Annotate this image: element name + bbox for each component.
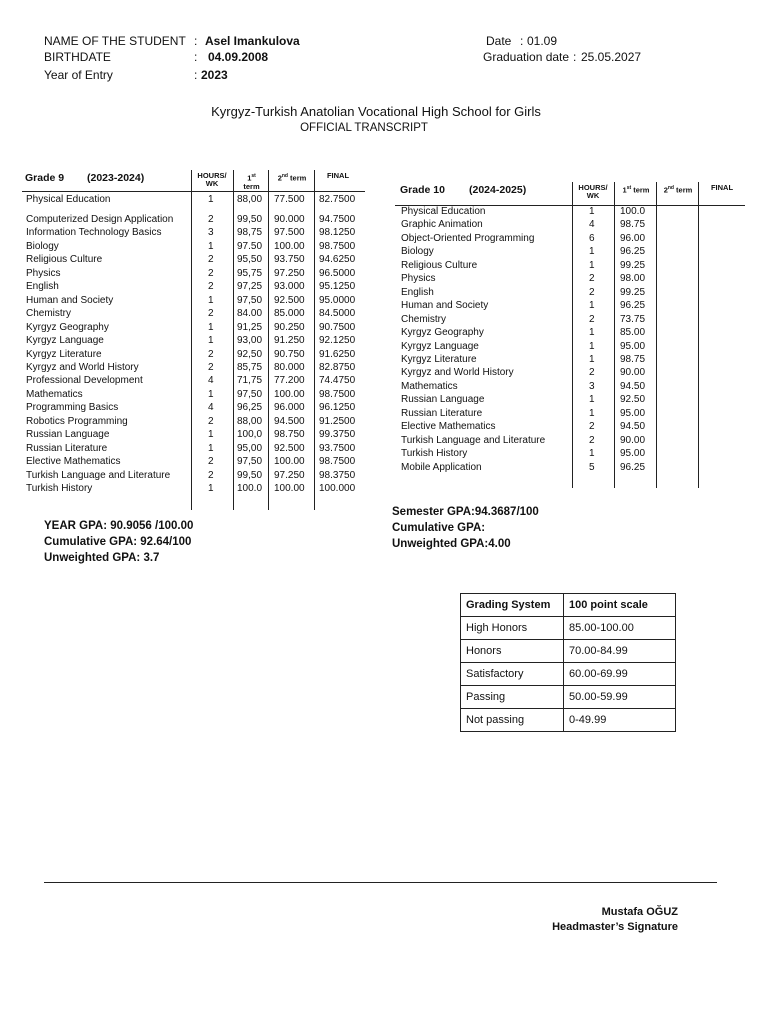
grade10-term1: 96.00 xyxy=(620,232,646,244)
grade9-subject: English xyxy=(26,281,59,293)
grade10-term1: 92.50 xyxy=(620,394,646,406)
grade10-subject: Physics xyxy=(401,273,436,285)
grade9-hours: 2 xyxy=(208,456,214,468)
grade10-term1: 73.75 xyxy=(620,313,646,325)
grade9-subject: Russian Language xyxy=(26,429,110,441)
grade10-row xyxy=(0,353,745,366)
grade9-term1: 93,00 xyxy=(237,335,263,347)
grade9-term1: 95,00 xyxy=(237,442,263,454)
grade9-final: 95.1250 xyxy=(319,281,356,293)
grade9-final: 96.5000 xyxy=(319,267,356,279)
grade9-subject: Physics xyxy=(26,267,61,279)
birthdate-value: 04.09.2008 xyxy=(208,50,269,64)
grade10-row xyxy=(0,286,745,299)
grade10-row xyxy=(0,434,745,447)
grade10-subject: Mobile Application xyxy=(401,461,482,473)
grade10-row xyxy=(0,326,745,339)
student-name: Asel Imankulova xyxy=(205,34,300,48)
grade10-hours: 2 xyxy=(589,286,595,298)
grade9-term2: 96.000 xyxy=(274,402,305,414)
grade10-subject: English xyxy=(401,286,434,298)
grade9-term2: 100.00 xyxy=(274,388,305,400)
grade10-row xyxy=(0,299,745,312)
grade9-term2: 92.500 xyxy=(274,442,305,454)
grade9-term2: 90.000 xyxy=(274,214,305,225)
grade9-hours: 1 xyxy=(208,388,214,400)
grade10-term1: 90.00 xyxy=(620,367,646,379)
grade9-final: 98.7500 xyxy=(319,240,356,252)
grade9-term1: 97,50 xyxy=(237,388,263,400)
grade10-hours: 2 xyxy=(589,313,595,325)
grade9-subject: Information Technology Basics xyxy=(26,227,162,239)
grade9-term1: 88,00 xyxy=(237,415,263,427)
grade9-hours: 1 xyxy=(208,429,214,441)
grade9-subject: Kyrgyz Language xyxy=(26,335,104,347)
grade9-subject: Mathematics xyxy=(26,388,83,400)
grading-system-table xyxy=(460,593,676,732)
grade10-subject: Chemistry xyxy=(401,313,447,325)
grade10-cumulative-gpa: Cumulative GPA: xyxy=(392,522,486,534)
grade9-col-term2: 2nd term xyxy=(277,173,307,183)
entry-label: Year of Entry xyxy=(44,68,113,82)
grade9-year-gpa: YEAR GPA: 90.9056 /100.00 xyxy=(44,520,194,532)
grading-level: High Honors xyxy=(461,617,564,640)
grading-system-row xyxy=(461,640,676,663)
grade9-hours: 2 xyxy=(208,469,214,481)
grade9-hours: 1 xyxy=(208,240,214,252)
grade10-row xyxy=(0,205,745,218)
grading-level: Honors xyxy=(461,640,564,663)
grade10-subject: Graphic Animation xyxy=(401,219,483,231)
grade9-term1: 97.50 xyxy=(237,240,263,252)
grade10-hours: 5 xyxy=(589,461,595,473)
grade9-subject: Physical Education xyxy=(26,194,111,205)
grade10-row xyxy=(0,366,745,379)
grading-system-header-row xyxy=(461,594,676,617)
grade9-final: 84.5000 xyxy=(319,308,356,320)
entry-value: 2023 xyxy=(201,68,228,82)
grade9-final: 90.7500 xyxy=(319,321,356,333)
grade9-term1: 97,25 xyxy=(237,281,263,293)
grade10-subject: Object-Oriented Programming xyxy=(401,232,535,244)
grade10-term1: 85.00 xyxy=(620,327,646,339)
grade9-term1: 71,75 xyxy=(237,375,263,387)
grade9-final: 100.000 xyxy=(319,483,356,494)
grade10-hours: 1 xyxy=(589,340,595,352)
grade10-row xyxy=(0,259,745,272)
grade10-term1: 90.00 xyxy=(620,434,646,446)
grade9-term2: 93.750 xyxy=(274,254,305,266)
grade9-hours: 1 xyxy=(208,294,214,306)
grade9-term1: 92,50 xyxy=(237,348,263,360)
grading-range: 60.00-69.99 xyxy=(564,663,676,686)
grade9-subject: Human and Society xyxy=(26,294,114,306)
grade9-term2: 91.250 xyxy=(274,335,305,347)
grade9-term2: 97.500 xyxy=(274,227,305,239)
grade9-final: 92.1250 xyxy=(319,335,356,347)
grade10-hours: 1 xyxy=(589,327,595,339)
grade9-subject: Elective Mathematics xyxy=(26,456,121,468)
grade9-term1: 99,50 xyxy=(237,214,263,225)
grade10-row xyxy=(0,232,745,245)
grade10-term1: 98.00 xyxy=(620,273,646,285)
grade10-hours: 2 xyxy=(589,421,595,433)
grade10-row xyxy=(0,447,745,460)
grade9-subject: Turkish History xyxy=(26,483,93,494)
grade10-subject: Elective Mathematics xyxy=(401,421,496,433)
grade9-final: 91.2500 xyxy=(319,415,356,427)
grade9-term1: 99,50 xyxy=(237,469,263,481)
grade9-final: 94.7500 xyxy=(319,214,356,225)
grade9-hours: 1 xyxy=(208,335,214,347)
grade9-final: 94.6250 xyxy=(319,254,356,266)
grade10-hours: 1 xyxy=(589,246,595,258)
grade9-final: 93.7500 xyxy=(319,442,356,454)
grade9-hours: 1 xyxy=(208,194,214,205)
grade10-hours: 2 xyxy=(589,273,595,285)
grade10-subject: Kyrgyz Language xyxy=(401,340,479,352)
grade10-subject: Kyrgyz and World History xyxy=(401,367,514,379)
entry-colon: : xyxy=(194,68,198,82)
grading-range: 85.00-100.00 xyxy=(564,617,676,640)
grading-system-header-cell: 100 point scale xyxy=(564,594,676,617)
grade10-term1: 95.00 xyxy=(620,448,646,460)
grade10-hours: 3 xyxy=(589,380,595,392)
grading-system-row xyxy=(461,686,676,709)
birthdate-label: BIRTHDATE xyxy=(44,50,111,64)
graduation-colon: : xyxy=(573,50,577,64)
grade9-final: 95.0000 xyxy=(319,294,356,306)
grade9-term2: 100.00 xyxy=(274,456,305,468)
grade10-hours: 2 xyxy=(589,367,595,379)
grade9-term2: 77.200 xyxy=(274,375,305,387)
grade9-hours: 1 xyxy=(208,442,214,454)
grade10-col-term2: 2nd term xyxy=(663,185,693,195)
grade9-hours: 2 xyxy=(208,348,214,360)
grade10-hours: 1 xyxy=(589,353,595,365)
grade10-term1: 98.75 xyxy=(620,219,646,231)
grade10-row xyxy=(0,420,745,433)
grade9-subject: Computerized Design Application xyxy=(26,214,174,225)
grade9-subject: Russian Literature xyxy=(26,442,108,454)
grade10-row xyxy=(0,313,745,326)
grade10-subject: Russian Language xyxy=(401,394,485,406)
grade9-term2: 94.500 xyxy=(274,415,305,427)
grade9-hours: 2 xyxy=(208,415,214,427)
grade10-term1: 94.50 xyxy=(620,421,646,433)
grade9-final: 98.7500 xyxy=(319,456,356,468)
grade9-term1: 88,00 xyxy=(237,194,263,205)
grade9-hours: 2 xyxy=(208,281,214,293)
grade9-term2: 100.00 xyxy=(274,483,305,494)
grade9-final: 98.1250 xyxy=(319,227,356,239)
grade9-term2: 85.000 xyxy=(274,308,305,320)
grade9-title: Grade 9 xyxy=(25,172,65,184)
grade10-term1: 95.00 xyxy=(620,340,646,352)
grade9-final: 99.3750 xyxy=(319,429,356,441)
grade10-subject: Turkish History xyxy=(401,448,468,460)
grade9-term2: 100.00 xyxy=(274,240,305,252)
grade9-subject: Religious Culture xyxy=(26,254,103,266)
grade9-term1: 98,75 xyxy=(237,227,263,239)
grade9-term2: 80.000 xyxy=(274,361,305,373)
grading-range: 70.00-84.99 xyxy=(564,640,676,663)
grade10-hours: 1 xyxy=(589,259,595,271)
grade9-hours: 2 xyxy=(208,361,214,373)
transcript-subtitle: OFFICIAL TRANSCRIPT xyxy=(300,122,428,134)
grade9-subject: Biology xyxy=(26,240,59,252)
grade9-hours: 1 xyxy=(208,321,214,333)
grade10-hours: 2 xyxy=(589,434,595,446)
grade10-row xyxy=(0,218,745,231)
grading-system-header-cell: Grading System xyxy=(461,594,564,617)
grade10-subject: Religious Culture xyxy=(401,259,478,271)
grading-range: 0-49.99 xyxy=(564,709,676,732)
grade9-subject: Kyrgyz Literature xyxy=(26,348,102,360)
grade9-years: (2023-2024) xyxy=(87,172,145,184)
grade9-subject: Chemistry xyxy=(26,308,72,320)
date-label: Date xyxy=(486,34,512,48)
date-value: 01.09 xyxy=(527,34,558,48)
grade10-term1: 98.75 xyxy=(620,353,646,365)
grade10-col-final: FINAL xyxy=(710,183,734,192)
grade10-term1: 96.25 xyxy=(620,461,646,473)
grading-level: Satisfactory xyxy=(461,663,564,686)
grade9-hours: 4 xyxy=(208,375,214,387)
grade9-unweighted-gpa: Unweighted GPA: 3.7 xyxy=(44,552,160,564)
grade9-term2: 92.500 xyxy=(274,294,305,306)
grade10-term1: 96.25 xyxy=(620,246,646,258)
grade9-hours: 1 xyxy=(208,483,214,494)
grade10-term1: 94.50 xyxy=(620,380,646,392)
grade9-col-term1: 1st term xyxy=(243,173,260,191)
grade9-term1: 95,50 xyxy=(237,254,263,266)
grade10-col-hours: HOURS/ WK xyxy=(578,183,608,200)
grade9-final: 74.4750 xyxy=(319,375,356,387)
grade10-subject: Human and Society xyxy=(401,300,489,312)
graduation-value: 25.05.2027 xyxy=(581,50,642,64)
grade10-col-term1: 1st term xyxy=(622,185,650,195)
grade9-term1: 100.0 xyxy=(237,483,263,494)
grade9-subject: Turkish Language and Literature xyxy=(26,469,171,481)
grade10-subject: Kyrgyz Literature xyxy=(401,353,477,365)
grade9-final: 96.1250 xyxy=(319,402,356,414)
grade9-term1: 95,75 xyxy=(237,267,263,279)
grade9-term2: 90.250 xyxy=(274,321,305,333)
grade9-hours: 2 xyxy=(208,308,214,320)
grade10-term1: 100.0 xyxy=(620,206,646,217)
grade9-term1: 96,25 xyxy=(237,402,263,414)
grade10-hours: 1 xyxy=(589,394,595,406)
grade10-subject: Kyrgyz Geography xyxy=(401,327,484,339)
grade10-subject: Physical Education xyxy=(401,206,486,217)
grade10-row xyxy=(0,245,745,258)
grade10-unweighted-gpa: Unweighted GPA:4.00 xyxy=(392,538,511,550)
grading-level: Not passing xyxy=(461,709,564,732)
grade10-term1: 95.00 xyxy=(620,407,646,419)
grade9-term1: 85,75 xyxy=(237,361,263,373)
grade9-col-final: FINAL xyxy=(326,171,350,180)
grade9-hours: 2 xyxy=(208,254,214,266)
grade9-final: 82.8750 xyxy=(319,361,356,373)
grading-system-row xyxy=(461,663,676,686)
grade10-term1: 99.25 xyxy=(620,286,646,298)
grade9-term1: 100,0 xyxy=(237,429,263,441)
graduation-label: Graduation date xyxy=(483,50,570,64)
grade10-row xyxy=(0,461,745,474)
grade9-term2: 97.250 xyxy=(274,267,305,279)
grade9-subject: Kyrgyz and World History xyxy=(26,361,139,373)
grade10-title: Grade 10 xyxy=(400,184,445,196)
grade9-hours: 3 xyxy=(208,227,214,239)
grade10-term1: 99.25 xyxy=(620,259,646,271)
grade9-subject: Kyrgyz Geography xyxy=(26,321,109,333)
name-colon: : xyxy=(194,34,198,48)
grade9-subject: Professional Development xyxy=(26,375,143,387)
grade10-hours: 6 xyxy=(589,232,595,244)
grade10-row xyxy=(0,407,745,420)
grade9-final: 82.7500 xyxy=(319,194,356,205)
grade9-term2: 97.250 xyxy=(274,469,305,481)
headmaster-name: Mustafa OĞUZ xyxy=(601,906,678,918)
grade10-semester-gpa: Semester GPA:94.3687/100 xyxy=(392,506,539,518)
grade9-hours: 4 xyxy=(208,402,214,414)
grade9-subject: Programming Basics xyxy=(26,402,119,414)
grade10-years: (2024-2025) xyxy=(469,184,527,196)
grading-range: 50.00-59.99 xyxy=(564,686,676,709)
grade9-cumulative-gpa: Cumulative GPA: 92.64/100 xyxy=(44,536,192,548)
grade10-row xyxy=(0,380,745,393)
grade9-final: 98.3750 xyxy=(319,469,356,481)
grade9-final: 91.6250 xyxy=(319,348,356,360)
grade9-final: 98.7500 xyxy=(319,388,356,400)
grade9-term1: 97,50 xyxy=(237,294,263,306)
date-colon: : xyxy=(520,34,524,48)
grading-system-row xyxy=(461,617,676,640)
grade9-row xyxy=(0,482,365,495)
grade10-hours: 1 xyxy=(589,448,595,460)
grading-system-row xyxy=(461,709,676,732)
grade10-hours: 1 xyxy=(589,407,595,419)
grade10-row xyxy=(0,393,745,406)
grade9-term1: 84.00 xyxy=(237,308,263,320)
grade10-hours: 4 xyxy=(589,219,595,231)
grade9-term1: 91,25 xyxy=(237,321,263,333)
grade9-hours: 2 xyxy=(208,214,214,225)
grade10-subject: Turkish Language and Literature xyxy=(401,434,546,446)
grade9-col-hours: HOURS/ WK xyxy=(197,171,227,188)
grade10-term1: 96.25 xyxy=(620,300,646,312)
grade10-hours: 1 xyxy=(589,300,595,312)
grade9-term2: 98.750 xyxy=(274,429,305,441)
grade9-term1: 97,50 xyxy=(237,456,263,468)
grade9-hours: 2 xyxy=(208,267,214,279)
grade10-subject: Mathematics xyxy=(401,380,458,392)
grade9-term2: 90.750 xyxy=(274,348,305,360)
grading-level: Passing xyxy=(461,686,564,709)
name-label: NAME OF THE STUDENT xyxy=(44,34,186,48)
grade10-subject: Russian Literature xyxy=(401,407,483,419)
grade10-hours: 1 xyxy=(589,206,595,217)
grade9-subject: Robotics Programming xyxy=(26,415,128,427)
headmaster-signature-label: Headmaster’s Signature xyxy=(552,921,678,933)
grade10-row xyxy=(0,340,745,353)
birthdate-colon: : xyxy=(194,50,198,64)
grade9-term2: 93.000 xyxy=(274,281,305,293)
grade10-row xyxy=(0,272,745,285)
grade10-subject: Biology xyxy=(401,246,434,258)
signature-line xyxy=(44,882,717,883)
school-title: Kyrgyz-Turkish Anatolian Vocational High School for Girls xyxy=(211,104,541,119)
grade9-term2: 77.500 xyxy=(274,194,305,205)
